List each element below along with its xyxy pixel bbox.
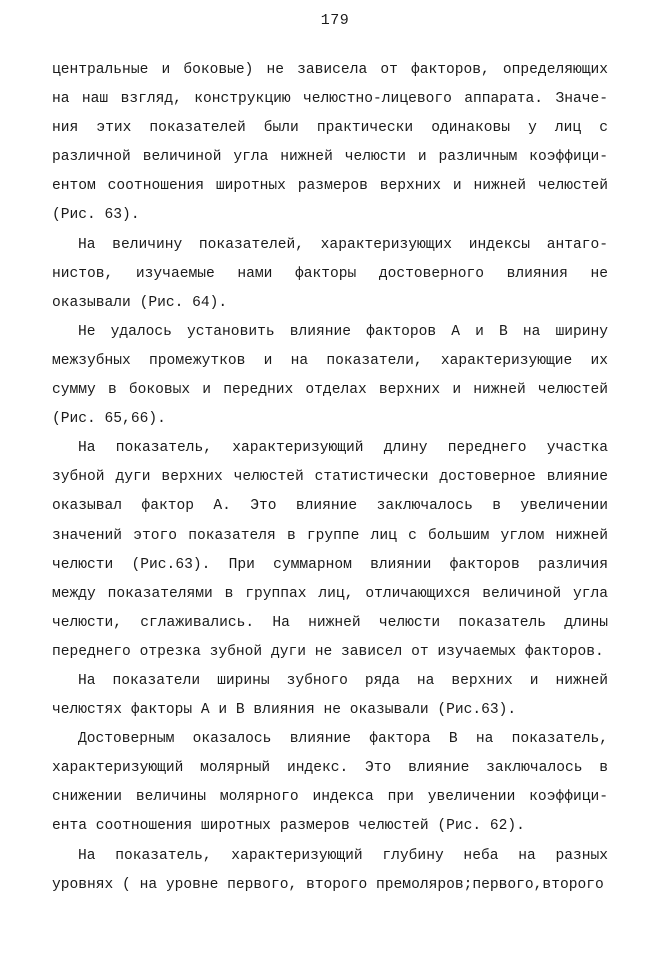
text-line: зубной дуги верхних челюстей статистически достоверное влияние [52,469,608,486]
text-line: челюсти, сглаживались. На нижней челюсти показатель длины [52,614,608,631]
text-line: межзубных промежутков и на показатели, характеризующие их [52,352,608,369]
text-line: ентом соотношения широтных размеров верхних и нижней челюстей [52,178,608,195]
text-line: различной величиной угла нижней челюсти и различным коэффици- [52,149,608,166]
text-line: На показатели ширины зубного ряда на верхних и нижней [78,672,608,689]
text-line: снижении величины молярного индекса при увеличении коэффици- [52,789,608,806]
text-line: оказывал фактор А. Это влияние заключалось в увеличении [52,498,608,515]
text-line: ния этих показателей были практически одинаковы у лиц с [52,120,608,137]
text-line: Не удалось установить влияние факторов А и В на ширину [78,323,608,340]
text-line: челюсти (Рис.63). При суммарном влиянии факторов различия [52,556,608,573]
text-line: (Рис. 63). [52,207,140,224]
text-line: (Рис. 65,66). [52,411,166,428]
text-line: между показателями в группах лиц, отличающихся величиной угла [52,585,608,602]
text-line: центральные и боковые) не зависела от факторов, определяющих [52,62,608,78]
text-line: На величину показателей, характеризующих индексы антаго- [78,236,608,253]
text-line: нистов, изучаемые нами факторы достоверного влияния не [52,265,608,282]
text-line: челюстях факторы А и В влияния не оказывали (Рис.63). [52,702,517,719]
text-line: на наш взгляд, конструкцию челюстно-лицевого аппарата. Значе- [52,91,608,108]
body-text [52,56,608,900]
text-line: значений этого показателя в группе лиц с большим углом нижней [52,527,608,544]
text-line: Достоверным оказалось влияние фактора В на показатель, [78,731,608,748]
text-line: На показатель, характеризующий длину переднего участка [78,440,608,457]
text-line: переднего отрезка зубной дуги не зависел от изучаемых факторов. [52,643,604,660]
text-line: характеризующий молярный индекс. Это влияние заключалось в [52,760,608,777]
text-line: оказывали (Рис. 64). [52,294,228,311]
text-line: ента соотношения широтных размеров челюстей (Рис. 62). [52,818,525,835]
page-number: 179 [320,12,350,29]
text-line: На показатель, характеризующий глубину неба на разных [78,847,608,864]
text-line: сумму в боковых и передних отделах верхних и нижней челюстей [52,382,608,399]
text-line: уровнях ( на уровне первого, второго премоляров;первого,второго [52,876,604,893]
